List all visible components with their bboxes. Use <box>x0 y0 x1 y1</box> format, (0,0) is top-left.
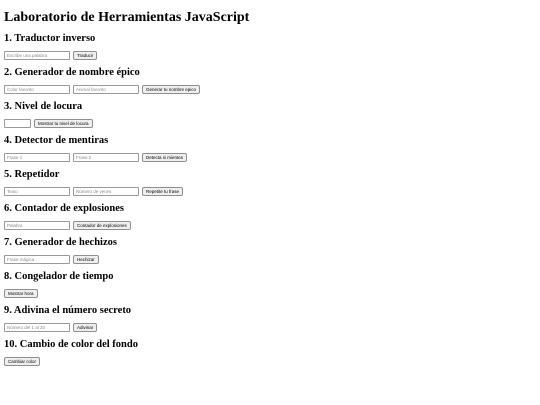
text-input[interactable] <box>4 187 70 196</box>
section-controls <box>4 153 536 162</box>
craziness-input[interactable] <box>4 119 31 128</box>
section-lie-detector <box>4 135 536 162</box>
section-heading: 6. Contador de explosiones <box>4 203 124 214</box>
generate-epic-name-button[interactable]: Generar tu nombre epico <box>142 85 200 94</box>
section-spell-generator <box>4 237 536 264</box>
show-craziness-button[interactable]: Mostrar tu nivel de locura <box>34 119 93 128</box>
change-color-button[interactable]: Cambiar color <box>4 357 40 366</box>
repeat-phrase-button[interactable]: Repetite tu frase <box>142 187 183 196</box>
section-repeater <box>4 169 536 196</box>
section-reverse-translator <box>4 33 536 60</box>
page-title: Laboratorio de Herramientas JavaScript <box>4 10 250 25</box>
detect-lie-button[interactable]: Detecta si mientes <box>142 153 187 162</box>
guess-button[interactable]: Adivinar <box>73 323 97 332</box>
section-controls <box>4 255 536 264</box>
phrase-1-input[interactable] <box>4 153 70 162</box>
section-controls <box>4 119 536 128</box>
translate-button[interactable]: Traducir <box>73 51 97 60</box>
word-input[interactable] <box>4 51 70 60</box>
number-guess-input[interactable] <box>4 323 70 332</box>
phrase-2-input[interactable] <box>73 153 139 162</box>
section-controls <box>4 289 536 298</box>
section-background-color <box>4 339 536 366</box>
explosion-counter-button[interactable]: Contador de explosiones <box>73 221 131 230</box>
section-controls <box>4 323 536 332</box>
section-secret-number <box>4 305 536 332</box>
repeat-count-input[interactable] <box>73 187 139 196</box>
section-heading: 10. Cambio de color del fondo <box>4 339 138 350</box>
section-heading: 4. Detector de mentiras <box>4 135 109 146</box>
section-time-freezer <box>4 271 536 298</box>
section-controls <box>4 51 536 60</box>
section-heading: 9. Adivina el número secreto <box>4 305 132 316</box>
section-heading: 8. Congelador de tiempo <box>4 271 114 282</box>
section-heading: 3. Nivel de locura <box>4 101 83 112</box>
word-input[interactable] <box>4 221 70 230</box>
favorite-color-input[interactable] <box>4 85 70 94</box>
show-time-button[interactable]: Mostrar hora <box>4 289 38 298</box>
section-heading: 1. Traductor inverso <box>4 33 96 44</box>
section-heading: 2. Generador de nombre épico <box>4 67 140 78</box>
section-explosion-counter <box>4 203 536 230</box>
section-controls <box>4 357 536 366</box>
section-controls <box>4 85 536 94</box>
section-controls <box>4 187 536 196</box>
favorite-animal-input[interactable] <box>73 85 139 94</box>
magic-phrase-input[interactable] <box>4 255 70 264</box>
section-heading: 7. Generador de hechizos <box>4 237 117 248</box>
section-craziness-level <box>4 101 536 128</box>
section-controls <box>4 221 536 230</box>
section-epic-name-generator <box>4 67 536 94</box>
section-heading: 5. Repetidor <box>4 169 60 180</box>
cast-spell-button[interactable]: Hechizar <box>73 255 99 264</box>
